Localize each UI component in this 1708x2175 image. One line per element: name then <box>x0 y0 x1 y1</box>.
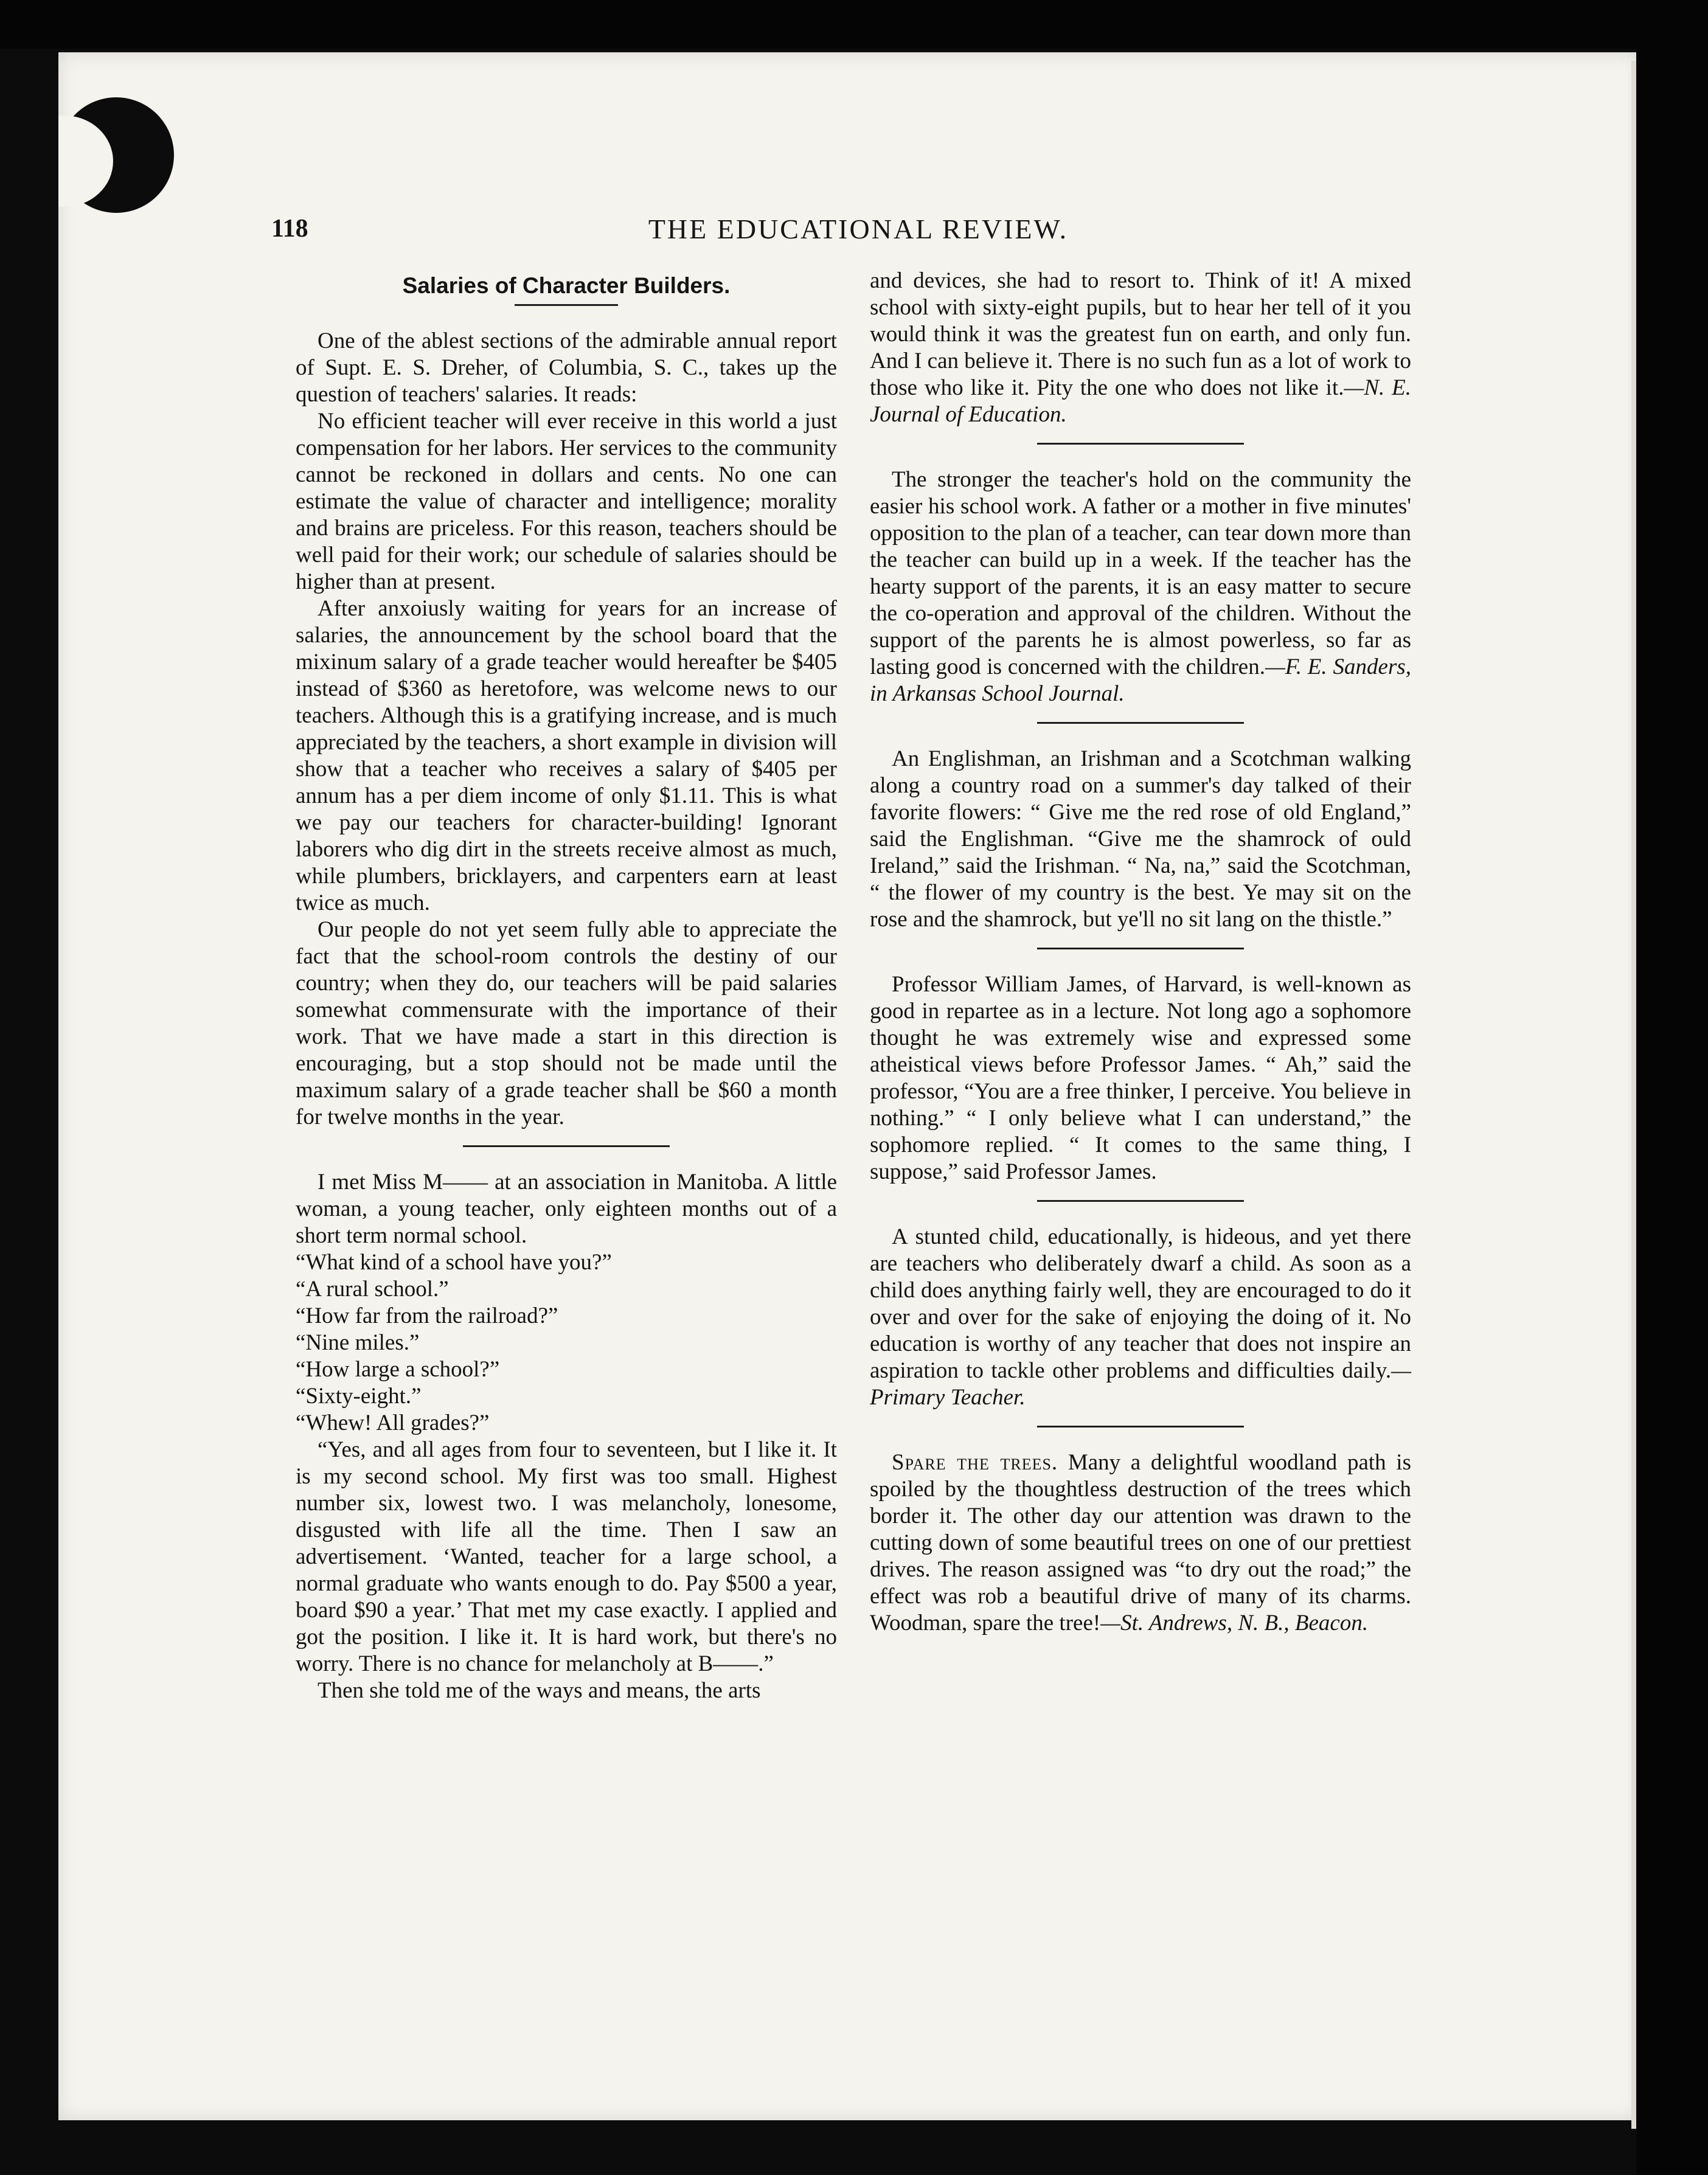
article-paragraph: After anxoiusly waiting for years for an increase of salaries, the announcement by the school board that the mixinum salary of a grade teacher would hereafter be $405 instead of $360 as heretofore, was welcome news to our teachers. Although this is a gratifying increase, and is much appreciated by the teachers, a short example in division will show that a teacher who receives a salary of $405 per annum has a per diem income of only $1.11. This is what we pay our teachers for character-building! Ignorant laborers who dig dirt in the streets receive almost as much, while plumbers, bricklayers, and carpenters earn at least twice as much. <box>296 596 837 915</box>
trees-item <box>870 1449 1411 1637</box>
scan-border-top <box>0 0 1708 49</box>
stunted-text: A stunted child, educationally, is hideous, and yet there are teachers who deliberately dwarf a child. As soon as a child does anything fairly well, they are encouraged to do it over and over for the sake of enjoying the doing of it. No education is worthy of any teacher that does not inspire an aspiration to tackle other problems and difficulties daily. <box>870 1224 1411 1383</box>
sanders-source: —F. E. Sanders, in Arkansas School Journal. <box>870 654 1411 706</box>
section-rule <box>463 1145 670 1147</box>
dialogue-line: “How far from the railroad?” <box>296 1303 558 1328</box>
dialogue-line: “Nine miles.” <box>296 1330 420 1355</box>
binding-hole <box>58 97 174 213</box>
section-rule <box>1037 443 1244 445</box>
story-continuation: Then she told me of the ways and means, the arts <box>318 1678 761 1703</box>
story-source: —N. E. Journal of Education. <box>870 375 1411 427</box>
right-column <box>870 268 1411 1637</box>
sanders-text: The stronger the teacher's hold on the community the easier his school work. A father or a mother in five minutes' opposition to the plan of a teacher, can tear down more than the teacher can build up in a week. If the teacher has the hearty support of the parents, it is an easy matter to secure the co-operation and approval of the children. Without the support of the parents he is almost powerless, so far as lasting good is concerned with the children. <box>870 467 1411 679</box>
section-rule <box>1037 1200 1244 1202</box>
dialogue-line: “Whew! All grades?” <box>296 1410 490 1435</box>
stunted-source: —Primary Teacher. <box>870 1358 1411 1410</box>
section-rule <box>1037 948 1244 949</box>
article-paragraph: Our people do not yet seem fully able to appreciate the fact that the school-room controls the destiny of our country; when they do, our teachers will be paid salaries somewhat commensurate with the importance of their work. That we have made a start in this direction is encouraging, but a stop should not be made until the maximum salary of a grade teacher shall be $60 a month for twelve months in the year. <box>296 917 837 1129</box>
stunted-child-item <box>870 1224 1411 1411</box>
journal-title: THE EDUCATIONAL REVIEW. <box>648 213 1069 245</box>
page-number: 118 <box>271 215 308 243</box>
article-heading: Salaries of Character Builders. <box>402 273 731 298</box>
story-answer: “Yes, and all ages from four to seventeen, but I like it. It is my second school. My first was too small. Highest number six, lowest two. I was melancholy, lonesome, disgusted with life all the time. Then I saw an advertisement. ‘Wanted, teacher for a large school, a normal graduate who wants enough to do. Pay $500 a year, board $90 a year.’ That met my case exactly. I applied and got the position. I like it. It is hard work, but there's no worry. There is no chance for melancholy at B——.” <box>296 1437 837 1676</box>
article-paragraph: No efficient teacher will ever receive in this world a just compensation for her labors. Her services to the community cannot be reckoned in dollars and cents. No one can estimate the value of character and intelligence; morality and brains are priceless. For this reason, teachers should be well paid for their work; our schedule of salaries should be higher than at present. <box>296 409 837 594</box>
story-intro: I met Miss M—— at an association in Manitoba. A little woman, a young teacher, only eighteen months out of a short term normal school. <box>296 1170 837 1248</box>
scan-border-right <box>1636 24 1708 2175</box>
heading-rule <box>515 304 618 306</box>
dialogue-line: “Sixty-eight.” <box>296 1384 422 1409</box>
james-anecdote: Professor William James, of Harvard, is well-known as good in repartee as in a lecture. Not long ago a sophomore thought he was extremely wise and expressed some atheistical views before Professor James. “ Ah,” said the professor, “You are a free thinker, I perceive. You believe in nothing.” “ I only believe what I can understand,” the sophomore replied. “ It comes to the same thing, I suppose,” said Professor James. <box>870 972 1411 1184</box>
trees-lead: Spare the trees. <box>892 1450 1058 1475</box>
flowers-anecdote: An Englishman, an Irishman and a Scotchman walking along a country road on a summer's day talked of their favorite flowers: “ Give me the red rose of old England,” said the Englishman. “Give me the shamrock of ould Ireland,” said the Irishman. “ Na, na,” said the Scotchman, “ the flower of my country is the best. Ye may sit on the rose and the shamrock, but ye'll no sit lang on the thistle.” <box>870 746 1411 932</box>
dialogue-line: “A rural school.” <box>296 1277 449 1302</box>
section-rule <box>1037 1426 1244 1427</box>
sanders-item <box>870 467 1411 707</box>
section-rule <box>1037 722 1244 724</box>
story-conclusion <box>870 268 1411 428</box>
trees-text: Many a delightful woodland path is spoiled by the thoughtless destruction of the trees which border it. The other day our attention was drawn to the cutting down of some beautiful trees on one of our prettiest drives. The reason assigned was “to dry out the road;” the effect was rob a beautiful drive of many of its charms. Woodman, spare the tree! <box>870 1450 1411 1636</box>
article-intro: One of the ablest sections of the admirable annual report of Supt. E. S. Dreher, of Columbia, S. C., takes up the question of teachers' salaries. It reads: <box>296 328 837 407</box>
running-head <box>271 214 1445 257</box>
dialogue-line: “How large a school?” <box>296 1357 500 1382</box>
dialogue-line: “What kind of a school have you?” <box>296 1250 612 1275</box>
story-conclusion-text: and devices, she had to resort to. Think of it! A mixed school with sixty-eight pupils, but to hear her tell of it you would think it was the greatest fun on earth, and only fun. And I can believe it. There is no such fun as a lot of work to those who like it. Pity the one who does not like it. <box>870 268 1411 400</box>
trees-source: —St. Andrews, N. B., Beacon. <box>1100 1611 1369 1636</box>
left-column <box>296 268 837 1704</box>
